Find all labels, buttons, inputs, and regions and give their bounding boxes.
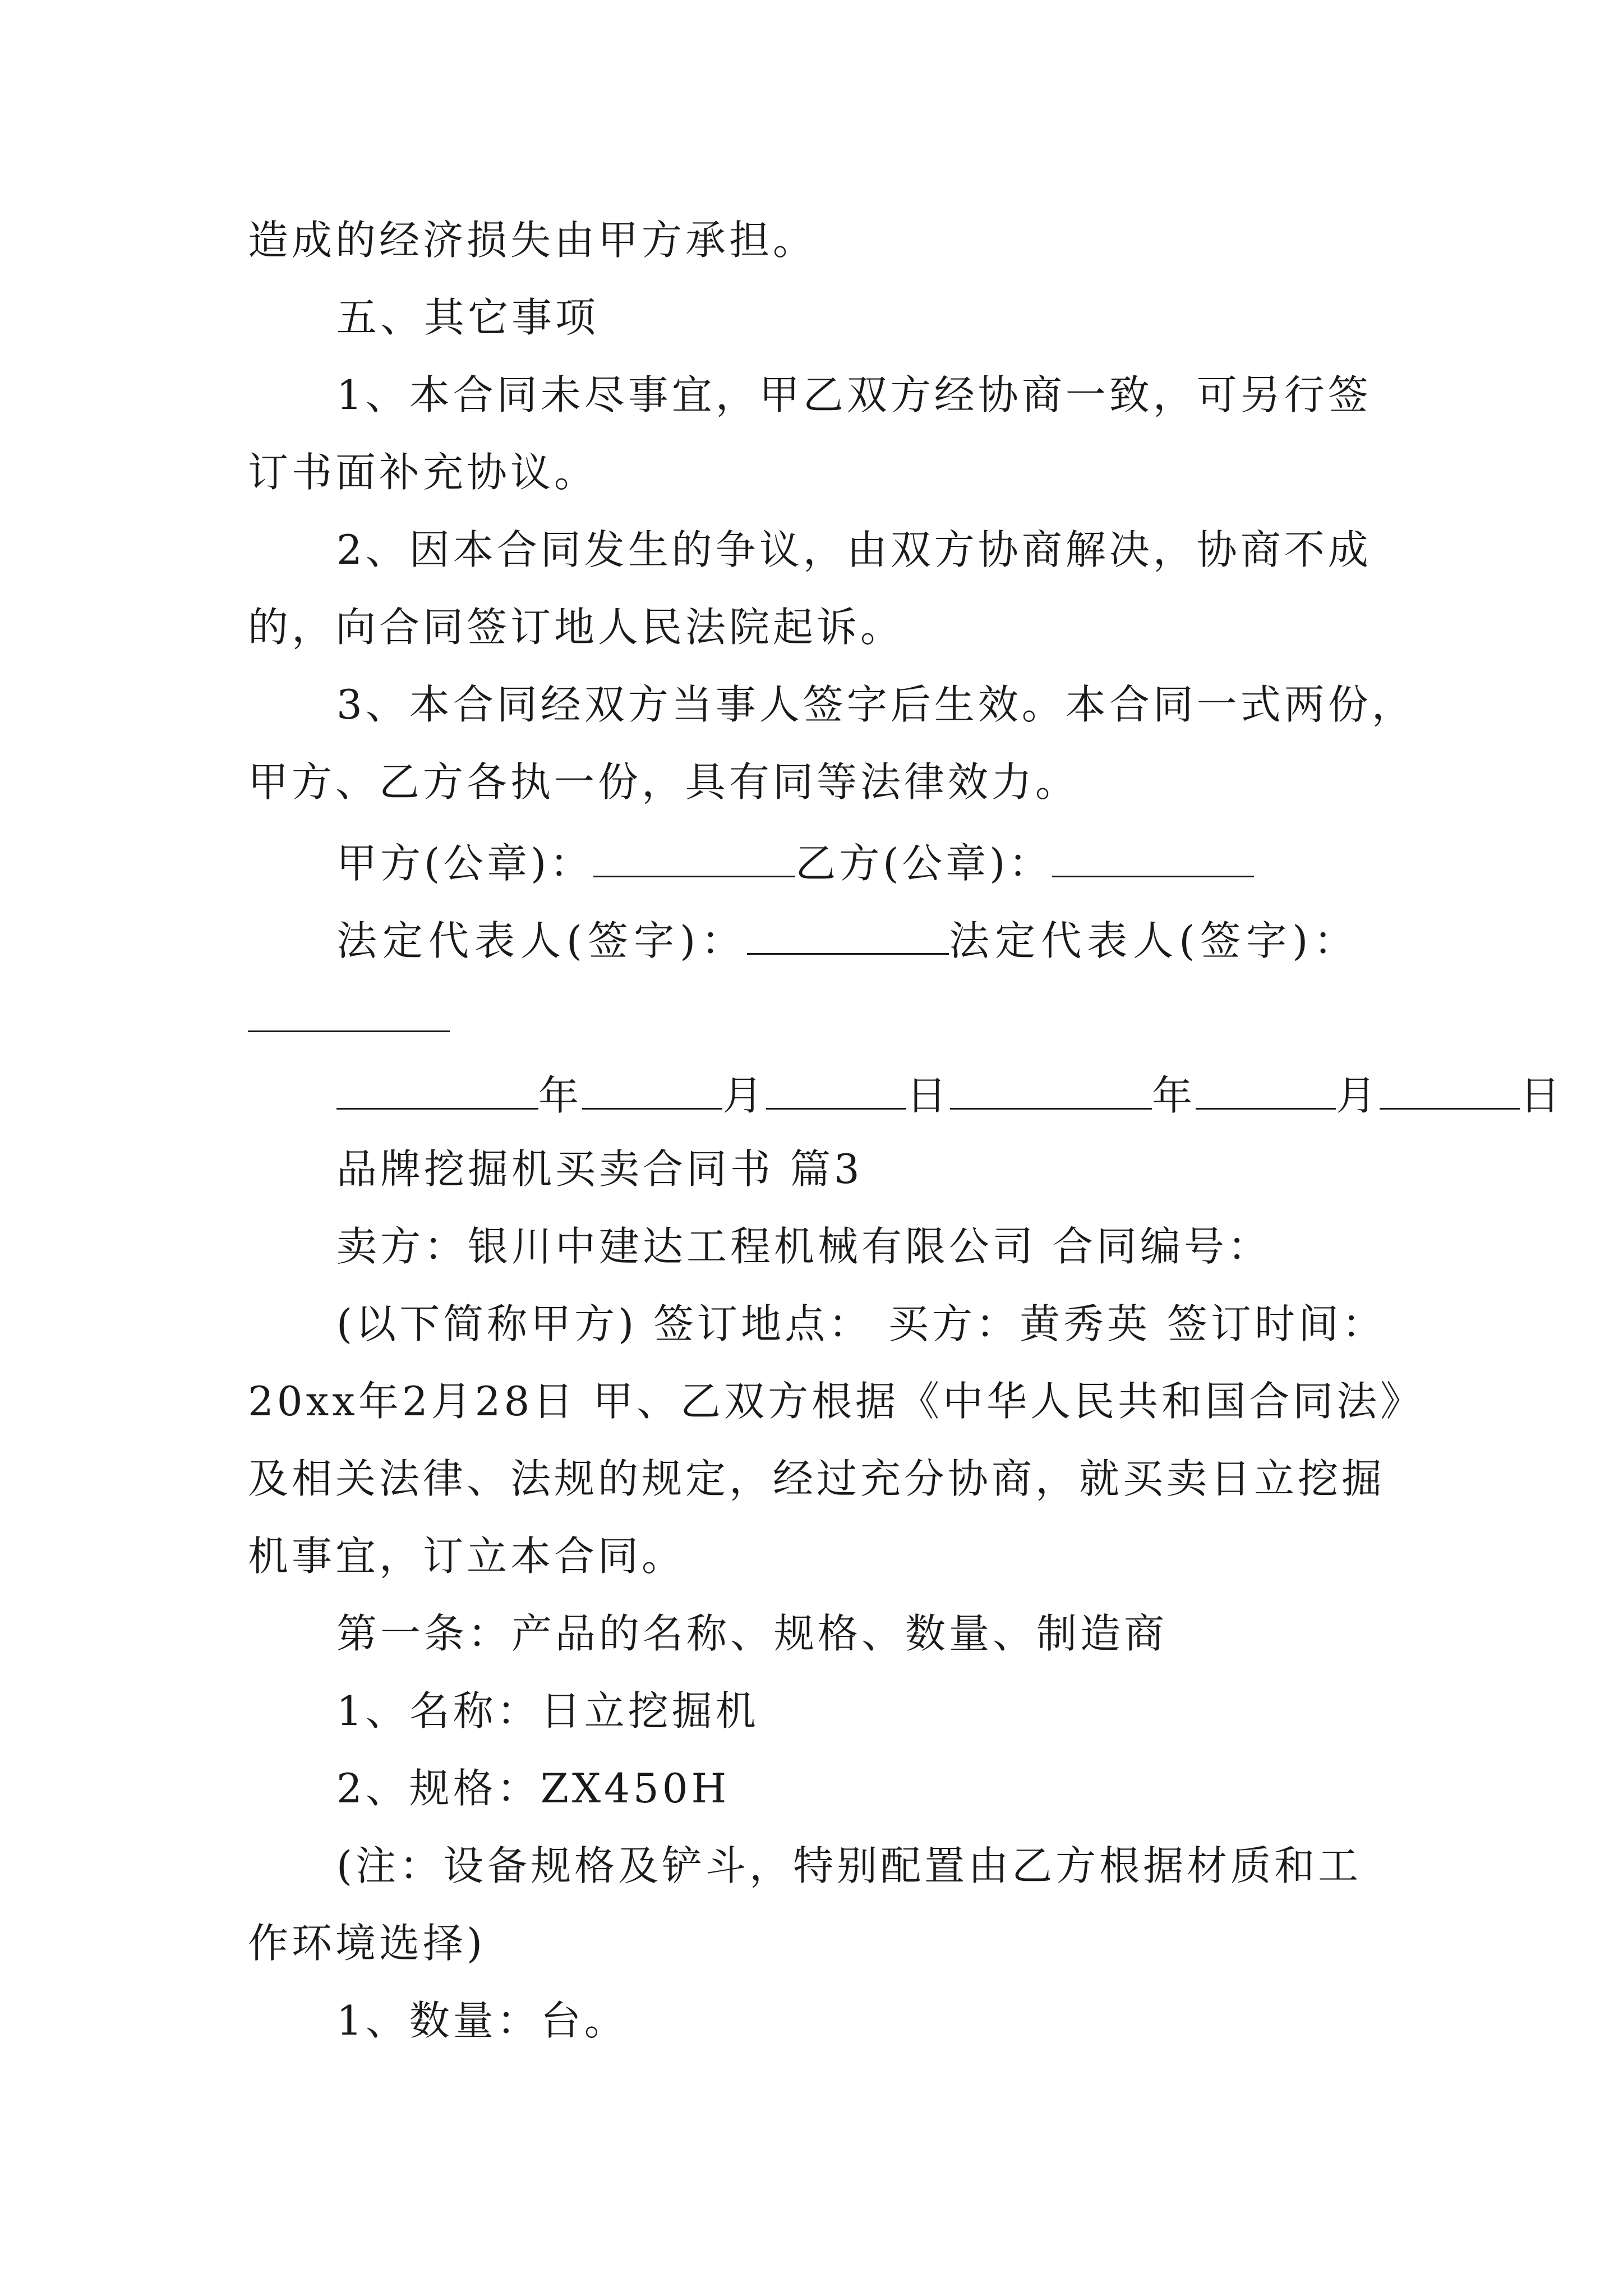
rep-a-blank — [747, 917, 949, 955]
paragraph-line: 3、本合同经双方当事人签字后生效。本合同一式两份， — [336, 681, 1415, 728]
paragraph-line: 1、数量：台。 — [336, 1997, 628, 2044]
paragraph-line: 机事宜，订立本合同。 — [248, 1533, 686, 1580]
rep-b-blank — [248, 994, 450, 1032]
rep-b-blank-line — [248, 994, 450, 1038]
party-a-seal-label: 甲方(公章)： — [336, 839, 594, 887]
rep-a-label: 法定代表人(签字)： — [336, 917, 748, 964]
article-heading: 第一条：产品的名称、规格、数量、制造商 — [336, 1610, 1168, 1657]
representative-line — [336, 917, 1360, 964]
paragraph-line: (注：设备规格及铲斗，特别配置由乙方根据材质和工 — [336, 1842, 1362, 1889]
paragraph-line: 1、名称：日立挖掘机 — [336, 1687, 759, 1734]
date-b-year-label: 年 — [1152, 1071, 1196, 1119]
date-b-month-label: 月 — [1336, 1071, 1380, 1119]
paragraph-line: 造成的经济损失由甲方承担。 — [248, 217, 817, 264]
date-b-day-blank — [1380, 1071, 1520, 1110]
date-b-day-label: 日 — [1520, 1071, 1564, 1119]
party-b-seal-blank — [1052, 839, 1254, 877]
party-a-seal-blank — [593, 839, 795, 877]
date-a-year-label: 年 — [538, 1071, 583, 1119]
date-a-day-label: 日 — [906, 1071, 951, 1119]
paragraph-line: 及相关法律、法规的规定，经过充分协商，就买卖日立挖掘 — [248, 1455, 1386, 1502]
date-line — [336, 1071, 1564, 1119]
paragraph-line: 的，向合同签订地人民法院起诉。 — [248, 604, 905, 651]
seal-line — [336, 839, 1254, 887]
date-b-month-blank — [1196, 1071, 1336, 1110]
paragraph-line: 订书面补充协议。 — [248, 449, 598, 496]
date-a-day-blank — [766, 1071, 906, 1110]
paragraph-line: 1、本合同未尽事宜，甲乙双方经协商一致，可另行签 — [336, 371, 1372, 418]
paragraph-line: 卖方：银川中建达工程机械有限公司 合同编号： — [336, 1223, 1271, 1270]
date-b-year-blank — [950, 1071, 1152, 1110]
rep-b-label: 法定代表人(签字)： — [949, 917, 1360, 964]
contract-title: 品牌挖掘机买卖合同书 篇3 — [336, 1145, 863, 1193]
date-a-month-blank — [582, 1071, 722, 1110]
section-heading: 五、其它事项 — [336, 294, 600, 341]
paragraph-line: 甲方、乙方各执一份，具有同等法律效力。 — [248, 758, 1080, 806]
paragraph-line: (以下简称甲方) 签订地点： 买方：黄秀英 签订时间： — [336, 1300, 1386, 1347]
paragraph-line: 20xx年2月28日 甲、乙双方根据《中华人民共和国合同法》 — [248, 1378, 1424, 1425]
date-a-month-label: 月 — [722, 1071, 767, 1119]
paragraph-line: 作环境选择) — [248, 1920, 486, 1967]
paragraph-line: 2、因本合同发生的争议，由双方协商解决，协商不成 — [336, 526, 1372, 573]
paragraph-line: 2、规格：ZX450H — [336, 1765, 730, 1812]
party-b-seal-label: 乙方(公章)： — [795, 839, 1053, 887]
date-a-year-blank — [336, 1071, 538, 1110]
